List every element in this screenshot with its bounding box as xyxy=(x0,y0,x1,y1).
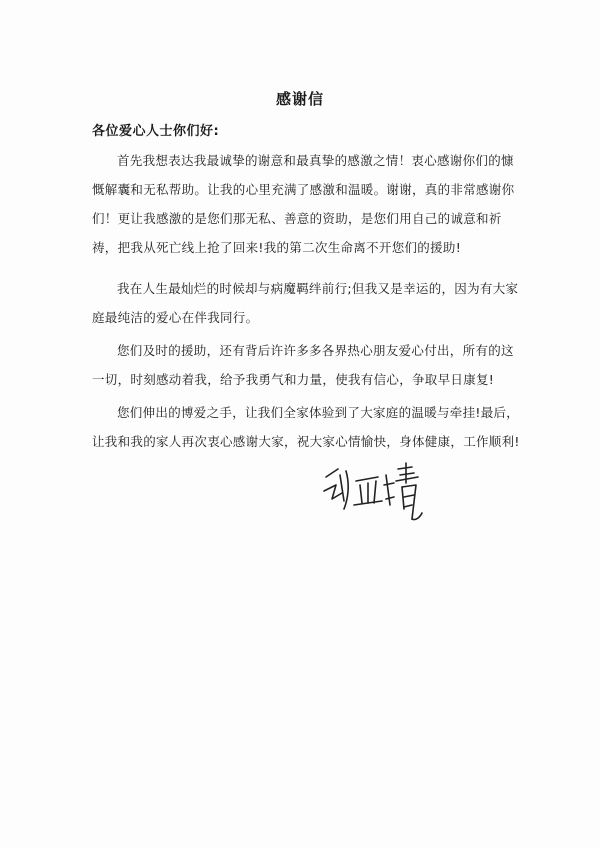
letter-greeting: 各位爱心人士你们好: xyxy=(92,124,220,139)
letter-paragraph-1: 首先我想表达我最诚挚的谢意和最真挚的感激之情！衷心感谢你们的慷慨解囊和无私帮助。让我的心里充满了感激和温暖。谢谢，真的非常感谢你们！更让我感激的是您们那无私、善意的资助，是您们用自己的诚意和祈祷，把我从死亡线上抢了回来!我的第二次生命离不开您们的援助! xyxy=(92,153,515,255)
letter-paragraph-4: 您们伸出的博爱之手，让我们全家体验到了大家庭的温暖与牵挂!最后，让我和我的家人再次衷心感谢大家，祝大家心情愉快，身体健康，工作顺利! xyxy=(92,405,520,449)
letter-paragraph-2: 我在人生最灿烂的时候却与病魔羁绊前行;但我又是幸运的，因为有大家庭最纯洁的爱心在伴我同行。 xyxy=(92,281,519,325)
handwritten-signature xyxy=(320,455,430,527)
letter-title: 感谢信 xyxy=(275,90,324,108)
letter-paragraph-3: 您们及时的援助，还有背后许许多多各界热心朋友爱心付出，所有的这一切，时刻感动着我，给予我勇气和力量，使我有信心，争取早日康复! xyxy=(92,343,514,387)
